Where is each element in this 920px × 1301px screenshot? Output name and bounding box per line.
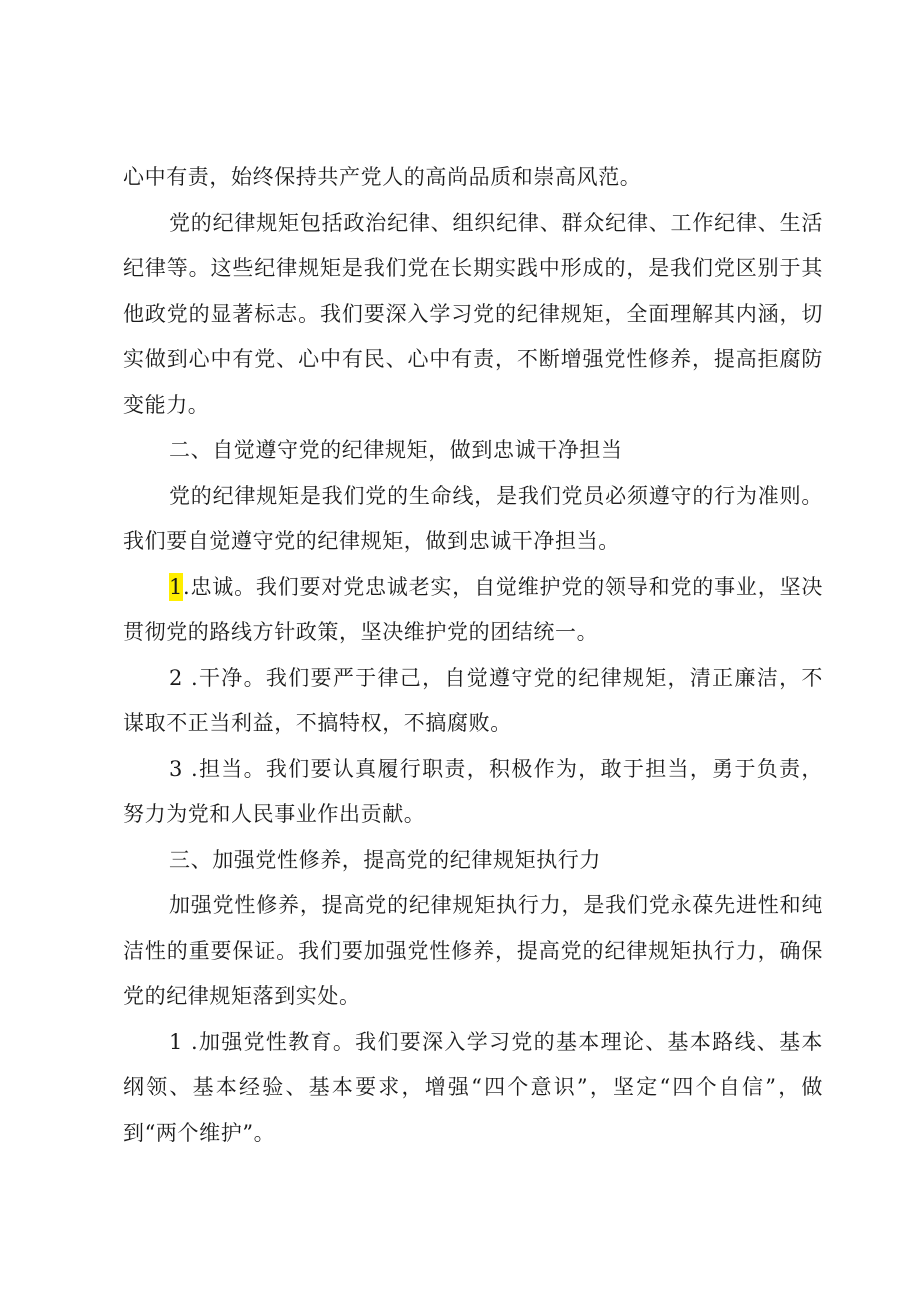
list-item-loyalty-text: .忠诚。我们要对党忠诚老实，自觉维护党的领导和党的事业，坚决贯彻党的路线方针政策，坚决维护党的团结统一。 [123,574,823,644]
paragraph-continuation: 心中有责，始终保持共产党人的高尚品质和崇高风范。 [123,165,642,189]
paragraph-lifeline: 党的纪律规矩是我们党的生命线，是我们党员必须遵守的行为准则。我们要自觉遵守党的纪律规矩，做到忠诚干净担当。 [123,483,823,553]
highlighted-number: 1 [169,574,183,599]
section-heading-2: 二、自觉遵守党的纪律规矩，做到忠诚干净担当 [169,438,623,462]
list-item-education: 1 .加强党性教育。我们要深入学习党的基本理论、基本路线、基本纲领、基本经验、基本要求，增强“四个意识”，坚定“四个自信”，做到“两个维护”。 [123,1029,823,1145]
paragraph-discipline-overview: 党的纪律规矩包括政治纪律、组织纪律、群众纪律、工作纪律、生活纪律等。这些纪律规矩是我们党在长期实践中形成的，是我们党区别于其他政党的显著标志。我们要深入学习党的纪律规矩，全面理解其内涵，切实做到心中有党、心中有民、心中有责，不断增强党性修养，提高拒腐防变能力。 [123,210,823,417]
document-body [123,155,823,1156]
list-item-responsibility: 3 .担当。我们要认真履行职责，积极作为，敢于担当，勇于负责，努力为党和人民事业作出贡献。 [123,756,823,826]
list-item-clean: 2 .干净。我们要严于律己，自觉遵守党的纪律规矩，清正廉洁，不谋取不正当利益，不搞特权，不搞腐败。 [123,665,823,735]
list-item-loyalty [123,565,823,656]
section-heading-3: 三、加强党性修养，提高党的纪律规矩执行力 [169,847,601,872]
paragraph-cultivation: 加强党性修养，提高党的纪律规矩执行力，是我们党永葆先进性和纯洁性的重要保证。我们要加强党性修养，提高党的纪律规矩执行力，确保党的纪律规矩落到实处。 [123,893,823,1008]
